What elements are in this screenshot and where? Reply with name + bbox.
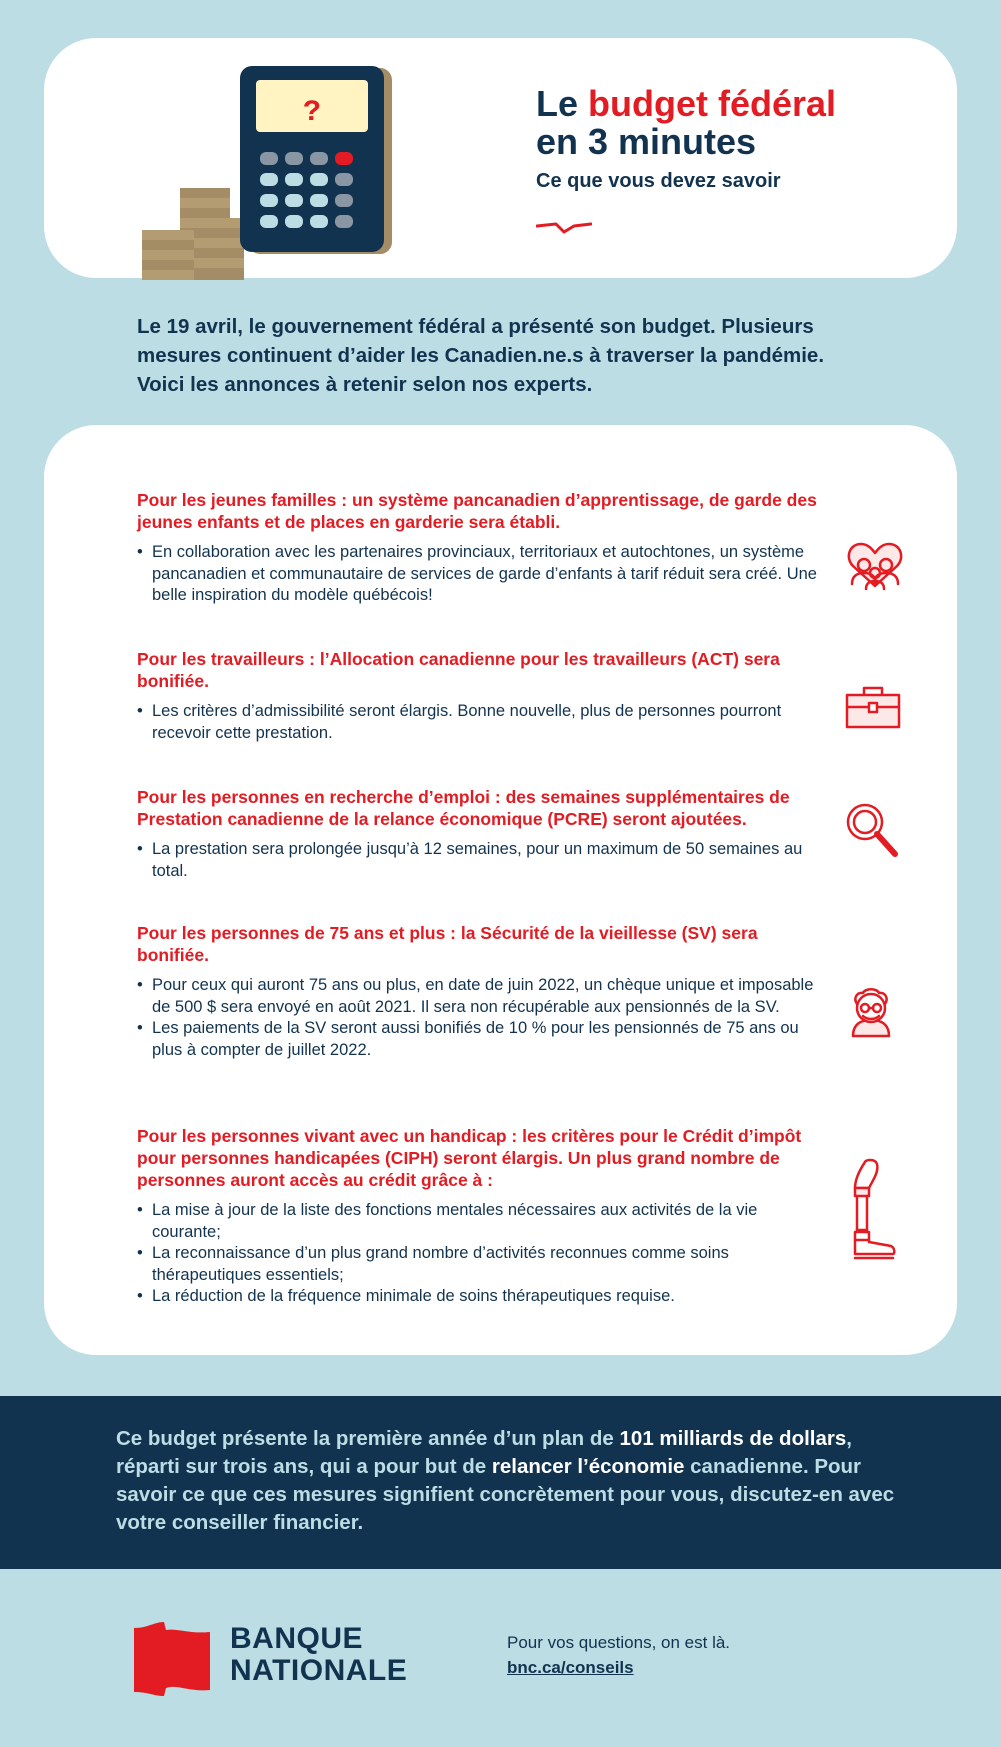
footer-highlight-amount: 101 milliards de dollars xyxy=(619,1427,847,1450)
section-title: Pour les personnes en recherche d’emploi : des semaines supplémentaires de Prestation canadienne de la relance économique (PCRE) seront ajoutées. xyxy=(137,787,790,829)
contact-text: Pour vos questions, on est là. xyxy=(507,1633,731,1652)
section-title: Pour les travailleurs : l’Allocation canadienne pour les travailleurs (ACT) sera bonifiée. xyxy=(137,649,780,691)
bullet-item: • En collaboration avec les partenaires provinciaux, territoriaux et autochtones, un système pancanadien et communautaire de services de garde d’enfants à tarif réduit sera créé. Une belle inspiration du modèle québécois! xyxy=(137,542,817,607)
footer-text-part2: , réparti sur trois ans, qui a pour but de xyxy=(116,1427,852,1478)
family-icon xyxy=(843,540,907,592)
bullet-item: • La réduction de la fréquence minimale de soins thérapeutiques requise. xyxy=(137,1286,817,1308)
section-seniors xyxy=(137,922,817,1061)
section-job-seekers xyxy=(137,786,817,882)
footer-text-part3: canadienne. Pour savoir ce que ces mesures signifient concrètement pour vous, discutez-en avec votre conseiller financier. xyxy=(116,1455,895,1534)
senior-icon xyxy=(843,986,899,1042)
section-title: Pour les personnes vivant avec un handicap : les critères pour le Crédit d’impôt pour personnes handicapées (CIPH) seront élargis. Un plus grand nombre de personnes auront accès au crédit grâce à : xyxy=(137,1126,802,1190)
bullet-item: • Pour ceux qui auront 75 ans ou plus, en date de juin 2022, un chèque unique et imposable de 500 $ sera envoyé en août 2021. Il sera non récupérable aux pensionnés de la SV. xyxy=(137,975,817,1018)
subtitle: Ce que vous devez savoir xyxy=(536,170,781,192)
footer-highlight-economy: relancer l’économie xyxy=(491,1455,685,1478)
title-highlight: budget fédéral xyxy=(588,83,837,124)
magnifier-icon xyxy=(843,800,901,860)
page-title-line2: en 3 minutes xyxy=(536,121,757,162)
title-prefix: Le xyxy=(536,83,589,124)
section-disability xyxy=(137,1125,817,1308)
bullet-item: • Les critères d’admissibilité seront élargis. Bonne nouvelle, plus de personnes pourront recevoir cette prestation. xyxy=(137,701,817,744)
footer-message xyxy=(116,1425,916,1537)
prosthetic-leg-icon xyxy=(843,1158,899,1264)
coin-stack-front xyxy=(194,218,244,280)
footer-text-part1: Ce budget présente la première année d’un plan de xyxy=(116,1427,620,1450)
coin-stack-left xyxy=(142,230,194,280)
calculator-coins-illustration xyxy=(140,66,400,280)
bullet-item: • La prestation sera prolongée jusqu’à 12 semaines, pour un maximum de 50 semaines au total. xyxy=(137,839,817,882)
section-young-families xyxy=(137,489,817,607)
intro-paragraph: Le 19 avril, le gouvernement fédéral a présenté son budget. Plusieurs mesures continuent d’aider les Canadien.ne.s à traverser la pandémie. Voici les annonces à retenir selon nos experts. xyxy=(137,315,825,396)
section-workers xyxy=(137,648,817,744)
section-title: Pour les jeunes familles : un système pancanadien d’apprentissage, de garde des jeunes enfants et de places en garderie sera établi. xyxy=(137,490,817,532)
bullet-item: • Les paiements de la SV seront aussi bonifiés de 10 % pour les pensionnés de 75 ans ou plus à compter de juillet 2022. xyxy=(137,1018,817,1061)
bullet-item: • La reconnaissance d’un plus grand nombre d’activités reconnues comme soins thérapeutiques essentiels; xyxy=(137,1243,817,1286)
footer-band xyxy=(0,1396,1001,1569)
squiggle-decoration xyxy=(536,220,592,236)
brand-name-line1: BANQUE xyxy=(230,1622,364,1655)
contact-link[interactable]: bnc.ca/conseils xyxy=(507,1658,634,1677)
section-title: Pour les personnes de 75 ans et plus : la Sécurité de la vieillesse (SV) sera bonifiée. xyxy=(137,923,758,965)
brand-name-line2: NATIONALE xyxy=(230,1654,408,1687)
page-title-line1 xyxy=(536,84,836,124)
banque-nationale-logo-icon xyxy=(130,1620,214,1698)
briefcase-icon xyxy=(843,683,903,731)
bullet-item: • La mise à jour de la liste des fonctions mentales nécessaires aux activités de la vie courante; xyxy=(137,1200,817,1243)
calculator-display: ? xyxy=(302,96,322,130)
